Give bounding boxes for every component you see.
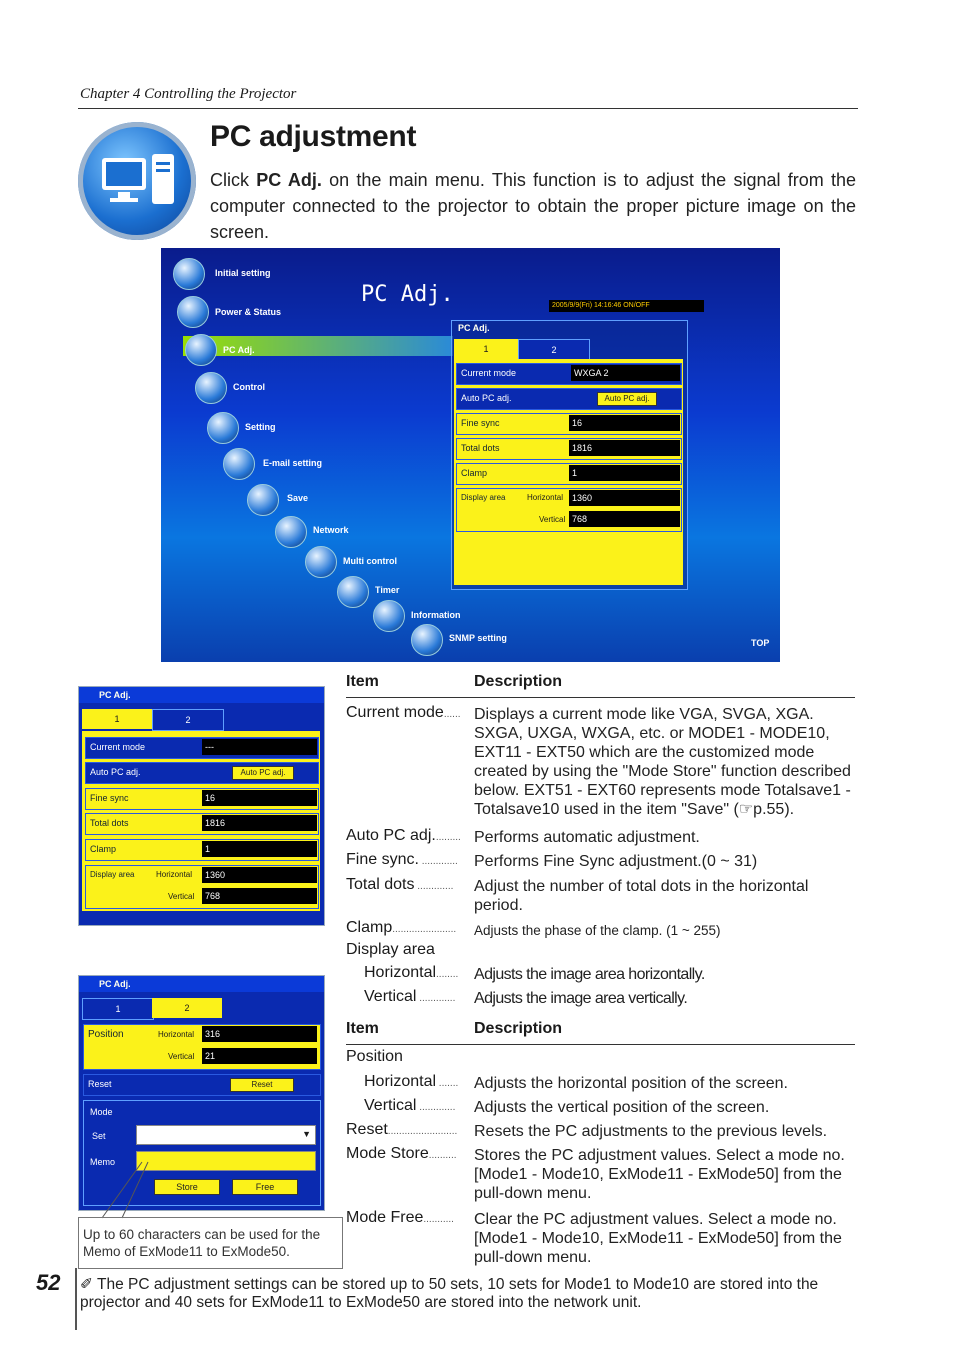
chapter-header: Chapter 4 Controlling the Projector bbox=[80, 86, 297, 102]
multi-control-icon[interactable] bbox=[305, 546, 337, 578]
pc-adj-icon[interactable] bbox=[185, 334, 217, 366]
desc-reset: Resets the PC adjustments to the previous levels. bbox=[474, 1123, 828, 1140]
term-auto-pc-adj: Auto PC adj.......... bbox=[346, 827, 461, 844]
term-position-horizontal: Horizontal ....... bbox=[364, 1073, 459, 1090]
memo-input[interactable] bbox=[136, 1151, 316, 1171]
save-icon[interactable] bbox=[247, 484, 279, 516]
network-icon[interactable] bbox=[275, 516, 307, 548]
panel-title: PC Adj. bbox=[458, 323, 490, 333]
menu-information[interactable]: Information bbox=[411, 610, 461, 620]
desc-clamp: Adjusts the phase of the clamp. (1 ~ 255) bbox=[474, 923, 721, 938]
desc-current-mode: Displays a current mode like VGA, SVGA, XGA. SXGA, UXGA, WXGA, etc. or MODE1 - MODE10, EXT11 - EXT50 which are the customized mode created by using the "Mode Store" function described below. EXT51 - EXT60 represents mode Totalsave1 - Totalsave10 used in the item "Save" (☞p.55). bbox=[474, 706, 851, 818]
panel1-row-auto-pc-adj: Auto PC adj. Auto PC adj. bbox=[85, 762, 319, 784]
row-current-mode: Current mode WXGA 2 bbox=[456, 363, 682, 385]
panel1-tab-1[interactable]: 1 bbox=[82, 709, 152, 729]
page-number: 52 bbox=[36, 1270, 61, 1295]
menu-timer[interactable]: Timer bbox=[375, 585, 400, 595]
menu-network[interactable]: Network bbox=[313, 525, 349, 535]
menu-pc-adj[interactable]: PC Adj. bbox=[223, 345, 255, 355]
desc-display-horizontal: Adjusts the image area horizontally. bbox=[474, 966, 705, 983]
footnote: ✐ The PC adjustment settings can be stored up to 50 sets, 10 sets for Mode1 to Mode10 are stored into the projector and 40 sets for ExMode11 to ExMode50 are stored into the network unit. bbox=[80, 1276, 819, 1311]
header-rule bbox=[78, 108, 858, 109]
free-button[interactable]: Free bbox=[232, 1179, 298, 1195]
term-reset: Reset......................... bbox=[346, 1121, 458, 1138]
memo-callout: Up to 60 characters can be used for the Memo of ExMode11 to ExMode50. bbox=[78, 1217, 343, 1269]
panel1-row-display-area: Display area Horizontal 1360 Vertical 768 bbox=[85, 865, 319, 909]
screenshot-status: 2005/9/9(Fri) 14:16:46 ON/OFF bbox=[549, 300, 704, 312]
panel2-title: PC Adj. bbox=[79, 976, 324, 992]
term-fine-sync: Fine sync. ............. bbox=[346, 851, 458, 868]
desc-total-dots: Adjust the number of total dots in the horizontal period. bbox=[474, 878, 809, 914]
panel1-row-fine-sync: Fine sync 16 bbox=[85, 788, 319, 810]
desc-display-vertical: Adjusts the image area vertically. bbox=[474, 990, 688, 1007]
page-title: PC adjustment bbox=[210, 120, 417, 153]
menu-email-setting[interactable]: E-mail setting bbox=[263, 458, 323, 468]
setting-icon[interactable] bbox=[207, 412, 239, 444]
initial-setting-icon[interactable] bbox=[173, 258, 205, 290]
pc-adjust-icon bbox=[78, 122, 196, 240]
tab-2[interactable]: 2 bbox=[518, 339, 590, 361]
panel2-row-position: Position Horizontal 316 Vertical 21 bbox=[83, 1024, 321, 1070]
term-display-horizontal: Horizontal........ bbox=[364, 964, 459, 981]
callout-pointer bbox=[100, 1160, 160, 1220]
chevron-down-icon: ▼ bbox=[302, 1129, 311, 1139]
panel1-auto-pc-adj-button[interactable]: Auto PC adj. bbox=[232, 766, 294, 780]
menu-snmp-setting[interactable]: SNMP setting bbox=[449, 633, 507, 643]
reset-button[interactable]: Reset bbox=[230, 1078, 294, 1092]
table2-desc-header: Description bbox=[474, 1020, 563, 1037]
memo-label: Memo bbox=[90, 1157, 116, 1167]
menu-setting[interactable]: Setting bbox=[245, 422, 276, 432]
row-display-area: Display area Horizontal 1360 Vertical 768 bbox=[456, 488, 682, 532]
mode-label: Mode bbox=[90, 1107, 113, 1117]
row-clamp: Clamp 1 bbox=[456, 463, 682, 485]
desc-mode-store: Stores the PC adjustment values. Select a mode no. [Mode1 - Mode10, ExMode11 - ExMode50] from the pull-down menu. bbox=[474, 1147, 845, 1202]
panel2-tab-1[interactable]: 1 bbox=[82, 998, 154, 1020]
panel1-row-total-dots: Total dots 1816 bbox=[85, 813, 319, 835]
table1-desc-header: Description bbox=[474, 673, 563, 690]
term-clamp: Clamp....................... bbox=[346, 919, 457, 936]
desc-position-horizontal: Adjusts the horizontal position of the screen. bbox=[474, 1075, 788, 1092]
tab-1[interactable]: 1 bbox=[454, 339, 518, 359]
information-icon[interactable] bbox=[373, 600, 405, 632]
screenshot-heading: PC Adj. bbox=[361, 282, 454, 307]
term-total-dots: Total dots ............. bbox=[346, 876, 454, 893]
term-mode-free: Mode Free........... bbox=[346, 1209, 454, 1226]
pc-adj-panel bbox=[451, 320, 688, 590]
row-auto-pc-adj: Auto PC adj. Auto PC adj. bbox=[456, 388, 682, 410]
power-status-icon[interactable] bbox=[177, 296, 209, 328]
store-button[interactable]: Store bbox=[154, 1179, 220, 1195]
mode-select[interactable] bbox=[136, 1125, 316, 1145]
panel1-tab-2[interactable]: 2 bbox=[152, 709, 224, 731]
page-margin-bar bbox=[75, 1268, 77, 1330]
pc-adj-panel-tab1 bbox=[78, 686, 325, 926]
term-display-vertical: Vertical ............. bbox=[364, 988, 456, 1005]
row-fine-sync: Fine sync 16 bbox=[456, 413, 682, 435]
auto-pc-adj-button[interactable]: Auto PC adj. bbox=[597, 392, 657, 406]
term-mode-store: Mode Store.......... bbox=[346, 1145, 457, 1162]
desc-mode-free: Clear the PC adjustment values. Select a mode no. [Mode1 - Mode10, ExMode11 - ExMode50] from the pull-down menu. bbox=[474, 1211, 842, 1266]
menu-save[interactable]: Save bbox=[287, 493, 309, 503]
panel1-row-current-mode: Current mode --- bbox=[85, 737, 319, 759]
set-label: Set bbox=[92, 1131, 106, 1141]
desc-fine-sync: Performs Fine Sync adjustment.(0 ~ 31) bbox=[474, 853, 758, 870]
email-icon[interactable] bbox=[223, 448, 255, 480]
timer-icon[interactable] bbox=[337, 576, 369, 608]
desc-position-vertical: Adjusts the vertical position of the screen. bbox=[474, 1099, 770, 1116]
panel1-title: PC Adj. bbox=[79, 687, 324, 703]
top-button[interactable]: TOP bbox=[751, 638, 770, 648]
panel2-row-reset: Reset Reset bbox=[83, 1074, 321, 1096]
table2-item-header: Item bbox=[346, 1020, 379, 1037]
term-position-vertical: Vertical ............. bbox=[364, 1097, 456, 1114]
snmp-icon[interactable] bbox=[411, 624, 443, 656]
panel2-tab-2[interactable]: 2 bbox=[152, 998, 222, 1018]
menu-initial-setting[interactable]: Initial setting bbox=[215, 268, 271, 278]
row-total-dots: Total dots 1816 bbox=[456, 438, 682, 460]
intro-paragraph: Click PC Adj. on the main menu. This function is to adjust the signal from the computer connected to the projector to obtain the proper picture image on the screen. bbox=[210, 170, 856, 242]
desc-auto-pc-adj: Performs automatic adjustment. bbox=[474, 829, 700, 846]
panel1-row-clamp: Clamp 1 bbox=[85, 839, 319, 861]
menu-power-status[interactable]: Power & Status bbox=[215, 307, 282, 317]
term-current-mode: Current mode...... bbox=[346, 704, 461, 721]
term-display-area: Display area bbox=[346, 941, 435, 958]
web-control-screenshot bbox=[161, 248, 780, 662]
term-position: Position bbox=[346, 1048, 403, 1065]
control-icon[interactable] bbox=[195, 372, 227, 404]
menu-multi-control[interactable]: Multi control bbox=[343, 556, 397, 566]
menu-control[interactable]: Control bbox=[233, 382, 265, 392]
table1-item-header: Item bbox=[346, 673, 379, 690]
